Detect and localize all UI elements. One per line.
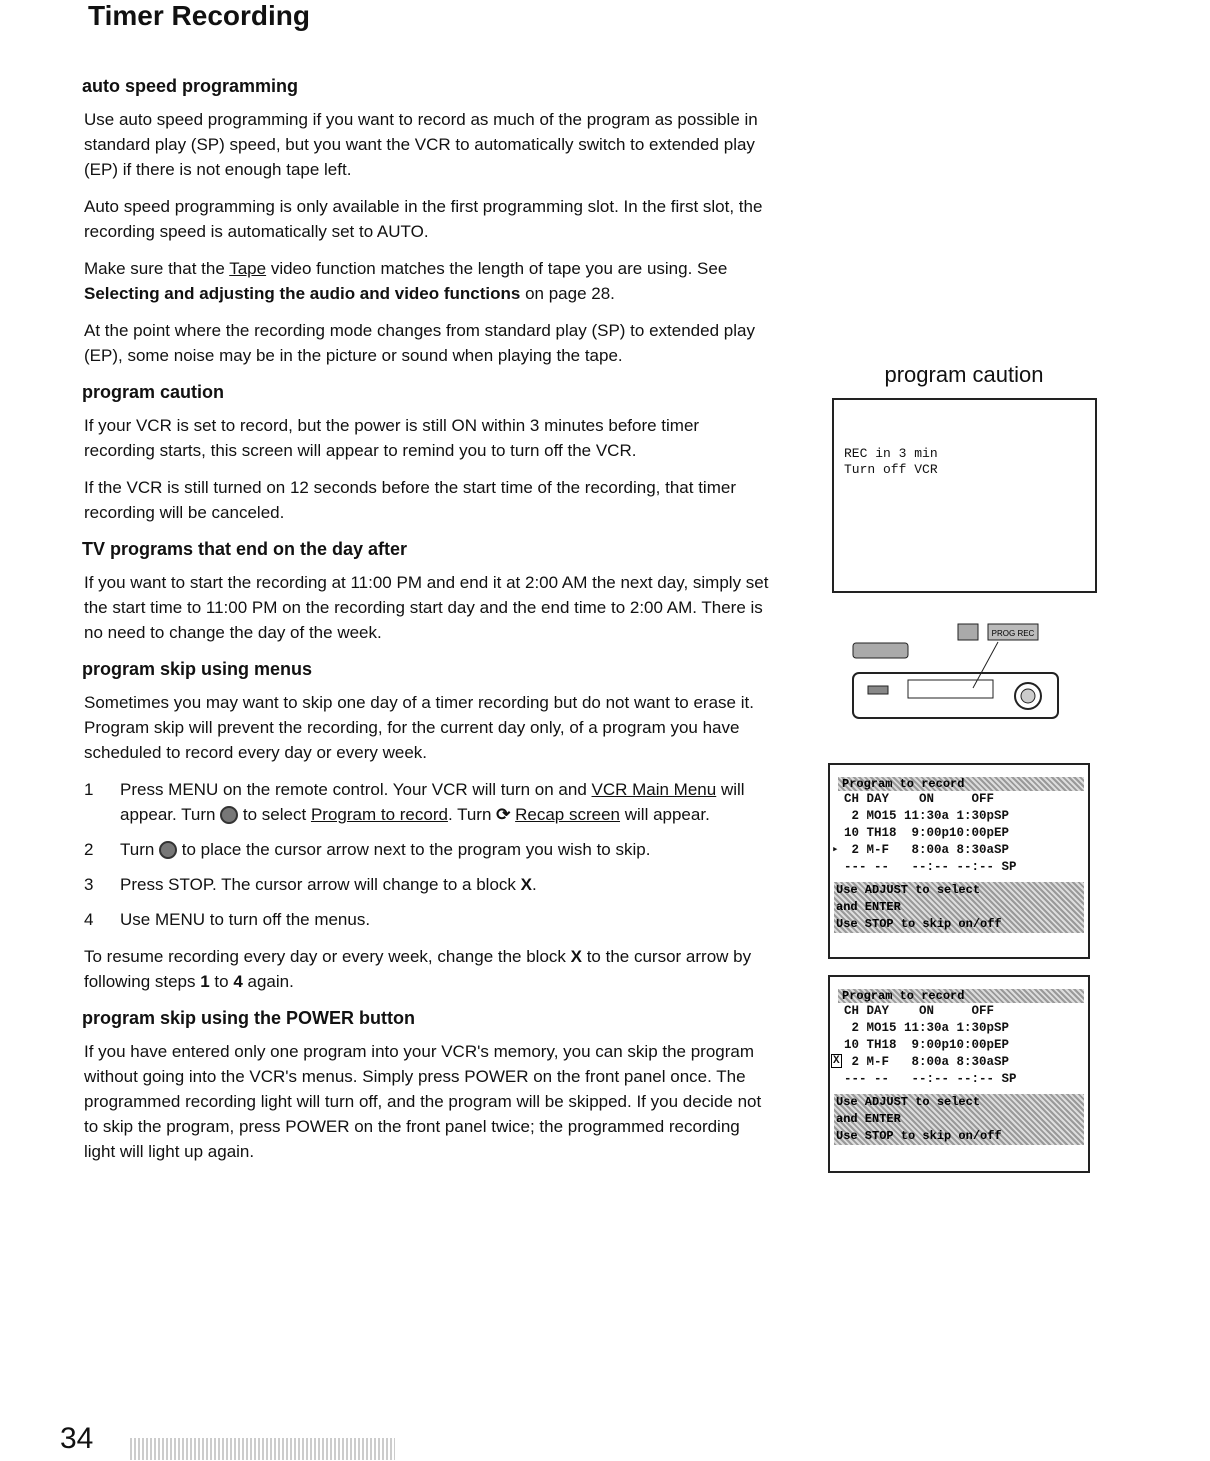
main-column	[80, 68, 770, 1176]
footer-line: and ENTER	[836, 900, 901, 914]
footer-line: Use STOP to skip on/off	[836, 917, 1002, 931]
text: will appear. Turn	[120, 780, 745, 824]
step-text	[120, 837, 650, 862]
text: Press STOP. The cursor arrow will change to a block	[120, 875, 521, 894]
dial-center	[1021, 689, 1035, 703]
step-text	[120, 777, 770, 827]
page-title: Timer Recording	[88, 0, 310, 31]
caution-heading: program caution	[82, 382, 225, 402]
step-ref: 4	[233, 972, 243, 991]
step-text	[120, 872, 537, 897]
step-number: 4	[84, 910, 94, 929]
recap-screen-link: Recap screen	[515, 805, 621, 824]
step-2	[80, 837, 770, 862]
caution-p2: If the VCR is still turned on 12 seconds before the start time of the recording, that timer recording will be canceled.	[84, 478, 736, 522]
page-footer-bar	[130, 1438, 395, 1460]
text: video function matches the length of tape you are using. See	[266, 259, 728, 278]
auto-speed-p4: At the point where the recording mode changes from standard play (SP) to extended play (EP), some noise may be in the picture or sound when playing the tape.	[84, 321, 755, 365]
text: To resume recording every day or every week, change the block	[84, 947, 571, 966]
auto-speed-p2: Auto speed programming is only available in the first programming slot. In the first slot, the recording speed is automatically set to AUTO.	[84, 197, 763, 241]
skip-power-p1: If you have entered only one program into your VCR's memory, you can skip the program without going into the VCR's menus. Simply press POWER on the front panel once. The programmed recording light will turn off, and the program will be skipped. If you decide not to skip the program, press POWER on the front panel twice; the programmed recording light will light up again.	[84, 1042, 762, 1161]
text: again.	[242, 972, 294, 991]
osd-screen-arrow	[828, 763, 1090, 959]
text: to the cursor arrow by following steps	[84, 947, 752, 991]
skip-menu-p2	[84, 944, 770, 994]
text: on page 28.	[520, 284, 615, 303]
text: to	[209, 972, 234, 991]
block-x: X	[570, 947, 582, 966]
step-3	[80, 872, 770, 897]
enter-dial-icon: ⟳	[496, 805, 511, 824]
remote-button-icon	[853, 643, 908, 658]
footer-line: and ENTER	[836, 1112, 901, 1126]
program-to-record-link: Program to record	[310, 805, 448, 824]
step-text: Use MENU to turn off the menus.	[120, 910, 371, 929]
text: to place the cursor arrow next to the program you wish to skip.	[177, 840, 651, 859]
step-number: 2	[84, 840, 94, 859]
caution-p1: If your VCR is set to record, but the power is still ON within 3 minutes before timer recording starts, this screen will appear to remind you to turn off the VCR.	[84, 416, 700, 460]
skip-menu-p1: Sometimes you may want to skip one day of a timer recording but do not want to erase it. Program skip will prevent the recording, for the current day only, of a program you have scheduled to record every day or every week.	[84, 693, 754, 762]
cross-reference: Selecting and adjusting the audio and video functions	[84, 284, 521, 303]
osd-rows	[830, 1003, 1088, 1088]
tv-p1: If you want to start the recording at 11:00 PM and end it at 2:00 AM the next day, simply set the start time to 11:00 PM on the recording start day and the end time to 2:00 AM. There is no need to change the day of the week.	[84, 573, 769, 642]
text: will appear.	[620, 805, 710, 824]
caution-screen	[832, 398, 1097, 593]
osd-header: Program to record	[838, 777, 1084, 791]
tape-slot	[908, 680, 993, 698]
skip-power-heading: program skip using the POWER button	[82, 1008, 415, 1028]
indicator-icon	[958, 624, 978, 640]
screen-line: Turn off VCR	[844, 462, 938, 477]
text: Make sure that the	[84, 259, 230, 278]
caution-caption: program caution	[884, 362, 1044, 387]
auto-speed-p3	[84, 256, 770, 306]
text: Press MENU on the remote control. Your VCR will turn on and	[120, 780, 592, 799]
prog-rec-label: PROG REC	[991, 629, 1035, 638]
vcr-illustration	[848, 618, 1063, 728]
osd-rows	[830, 791, 1088, 876]
block-x-icon: X	[833, 1055, 840, 1067]
tape-link: Tape	[229, 259, 267, 278]
adjust-dial-icon	[159, 841, 177, 859]
steps-list	[80, 777, 770, 932]
cursor-arrow-icon: ▸	[832, 844, 839, 856]
text: to select	[238, 805, 311, 824]
text: . Turn	[447, 805, 497, 824]
power-button	[868, 686, 888, 694]
adjust-dial-icon	[220, 806, 238, 824]
text: .	[531, 875, 537, 894]
osd-screen-block	[828, 975, 1090, 1173]
skip-menu-heading: program skip using menus	[82, 659, 313, 679]
text: Turn	[120, 840, 160, 859]
step-number: 1	[84, 780, 94, 799]
step-4	[80, 907, 770, 932]
program-table: CH DAY ON OFF 2 MO15 11:30a 1:30pSP 10 TH18 9:00p10:00pEP 2 M-F 8:00a 8:30aSP --- -- --:-- --:-- SP	[844, 1004, 1017, 1086]
osd-footer	[834, 882, 1084, 933]
footer-line: Use ADJUST to select	[836, 1095, 981, 1109]
footer-line: Use ADJUST to select	[836, 883, 981, 897]
step-ref: 1	[200, 972, 210, 991]
pointer-line	[973, 642, 998, 688]
step-1	[80, 777, 770, 827]
program-table: CH DAY ON OFF 2 MO15 11:30a 1:30pSP 10 TH18 9:00p10:00pEP 2 M-F 8:00a 8:30aSP --- -- --:-- --:-- SP	[844, 792, 1017, 874]
footer-line: Use STOP to skip on/off	[836, 1129, 1002, 1143]
osd-footer	[834, 1094, 1084, 1145]
auto-speed-p1: Use auto speed programming if you want to record as much of the program as possible in standard play (SP) speed, but you want the VCR to automatically switch to extended play (EP) if there is not enough tape left.	[84, 110, 758, 179]
vcr-main-menu-link: VCR Main Menu	[591, 780, 717, 799]
tv-heading: TV programs that end on the day after	[82, 539, 408, 559]
screen-line: REC in 3 min	[844, 446, 938, 461]
step-number: 3	[84, 875, 94, 894]
osd-header: Program to record	[838, 989, 1084, 1003]
block-x: X	[520, 875, 532, 894]
auto-speed-heading: auto speed programming	[82, 76, 299, 96]
page-number: 34	[60, 1422, 94, 1455]
